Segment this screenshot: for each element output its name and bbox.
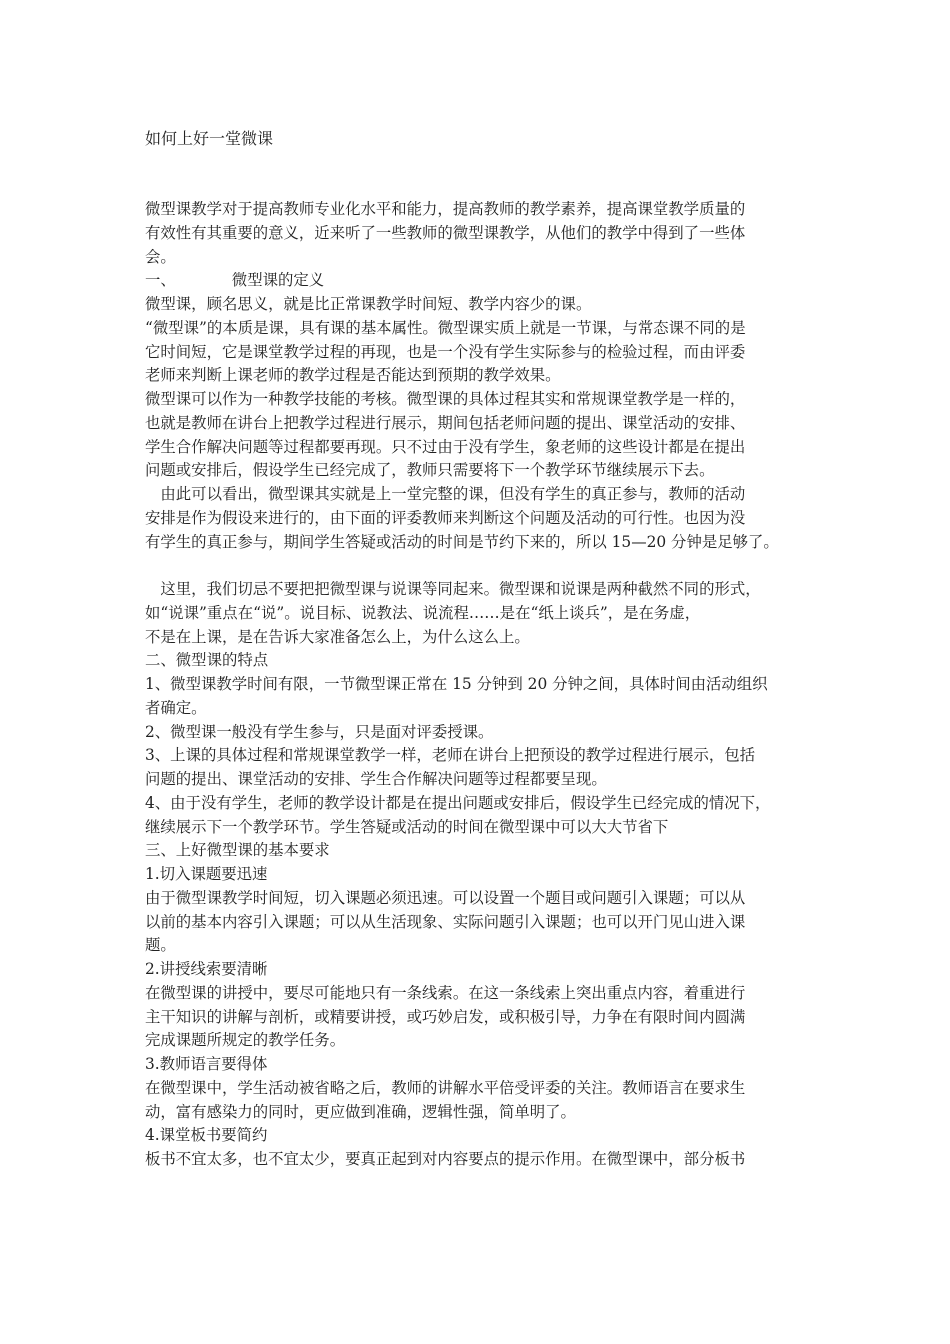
subheading-line: 3.教师语言要得体 xyxy=(145,1055,268,1073)
list-line: 3、上课的具体过程和常规课堂教学一样，老师在讲台上把预设的教学过程进行展示，包括 xyxy=(145,746,756,765)
list-line: 问题的提出、课堂活动的安排、学生合作解决问题等过程都要呈现。 xyxy=(145,770,607,788)
paragraph-line: 题。 xyxy=(145,936,176,955)
list-line: 继续展示下一个教学环节。学生答疑或活动的时间在微型课中可以大大节省下 xyxy=(145,817,669,836)
paragraph-line: 学生合作解决问题等过程都要再现。只不过由于没有学生，象老师的这些设计都是在提出 xyxy=(145,437,746,456)
paragraph-line: 老师来判断上课老师的教学过程是否能达到预期的教学效果。 xyxy=(145,366,561,385)
paragraph-line: 也就是教师在讲台上把教学过程进行展示，期间包括老师问题的提出、课堂活动的安排、 xyxy=(145,413,746,432)
intro-line: 有效性有其重要的意义，近来听了一些教师的微型课教学，从他们的教学中得到了一些体 xyxy=(145,223,746,242)
intro-line: 会。 xyxy=(145,247,176,266)
document-title: 如何上好一堂微课 xyxy=(145,129,274,148)
list-line: 者确定。 xyxy=(145,698,207,717)
list-line: 1、微型课教学时间有限，一节微型课正常在 15 分钟到 20 分钟之间，具体时间由活动组织 xyxy=(145,675,768,693)
paragraph-line: 主干知识的讲解与剖析，或精要讲授，或巧妙启发，或积极引导，力争在有限时间内圆满 xyxy=(145,1007,746,1026)
paragraph-line: 有学生的真正参与，期间学生答疑或活动的时间是节约下来的，所以 15—20 分钟是足够了。 xyxy=(145,532,779,551)
section-1-title: 微型课的定义 xyxy=(231,271,325,290)
subheading-line: 1.切入课题要迅速 xyxy=(145,865,268,883)
paragraph-line: 板书不宜太多，也不宜太少，要真正起到对内容要点的提示作用。在微型课中，部分板书 xyxy=(145,1150,746,1168)
list-line: 2、微型课一般没有学生参与，只是面对评委授课。 xyxy=(145,722,494,741)
section-2-heading: 二、微型课的特点 xyxy=(145,651,269,670)
paragraph-line: 由于微型课教学时间短，切入课题必须迅速。可以设置一个题目或问题引入课题；可以从 xyxy=(145,888,746,907)
document-body xyxy=(145,198,805,1172)
paragraph-line: 微型课，顾名思义，就是比正常课教学时间短、教学内容少的课。 xyxy=(145,295,592,313)
paragraph-line: 动，富有感染力的同时，更应做到准确，逻辑性强，简单明了。 xyxy=(145,1102,576,1121)
paragraph-line: 如“说课”重点在“说”。说目标、说教法、说流程……是在“纸上谈兵”，是在务虚， xyxy=(145,603,701,622)
paragraph-line: 这里，我们切忌不要把把微型课与说课等同起来。微型课和说课是两种截然不同的形式， xyxy=(145,580,761,598)
section-3-heading: 三、上好微型课的基本要求 xyxy=(145,841,330,860)
paragraph-line: 它时间短，它是课堂教学过程的再现，也是一个没有学生实际参与的检验过程，而由评委 xyxy=(145,342,746,361)
subheading-line: 2.讲授线索要清晰 xyxy=(145,960,268,978)
paragraph-line: 以前的基本内容引入课题；可以从生活现象、实际问题引入课题；也可以开门见山进入课 xyxy=(145,912,746,931)
paragraph-line: 不是在上课，是在告诉大家准备怎么上，为什么这么上。 xyxy=(145,627,530,646)
list-line: 4、由于没有学生，老师的教学设计都是在提出问题或安排后，假设学生已经完成的情况下， xyxy=(145,793,771,812)
intro-line: 微型课教学对于提高教师专业化水平和能力，提高教师的教学素养，提高课堂教学质量的 xyxy=(145,200,746,218)
paragraph-line: 在微型课中，学生活动被省略之后，教师的讲解水平倍受评委的关注。教师语言在要求生 xyxy=(145,1078,746,1097)
paragraph-line: 微型课可以作为一种教学技能的考核。微型课的具体过程其实和常规课堂教学是一样的， xyxy=(145,390,746,408)
paragraph-line: 由此可以看出，微型课其实就是上一堂完整的课，但没有学生的真正参与，教师的活动 xyxy=(145,485,746,503)
paragraph-line: 在微型课的讲授中，要尽可能地只有一条线索。在这一条线索上突出重点内容，着重进行 xyxy=(145,983,746,1002)
paragraph-line: “微型课”的本质是课，具有课的基本属性。微型课实质上就是一节课，与常态课不同的是 xyxy=(145,318,746,337)
section-1-heading xyxy=(145,269,805,293)
paragraph-gap xyxy=(145,554,805,578)
section-1-number: 一、 xyxy=(145,271,176,290)
subheading-line: 4.课堂板书要简约 xyxy=(145,1126,268,1145)
paragraph-line: 完成课题所规定的教学任务。 xyxy=(145,1031,346,1050)
paragraph-line: 问题或安排后，假设学生已经完成了，教师只需要将下一个教学环节继续展示下去。 xyxy=(145,461,715,480)
paragraph-line: 安排是作为假设来进行的，由下面的评委教师来判断这个问题及活动的可行性。也因为没 xyxy=(145,508,746,527)
